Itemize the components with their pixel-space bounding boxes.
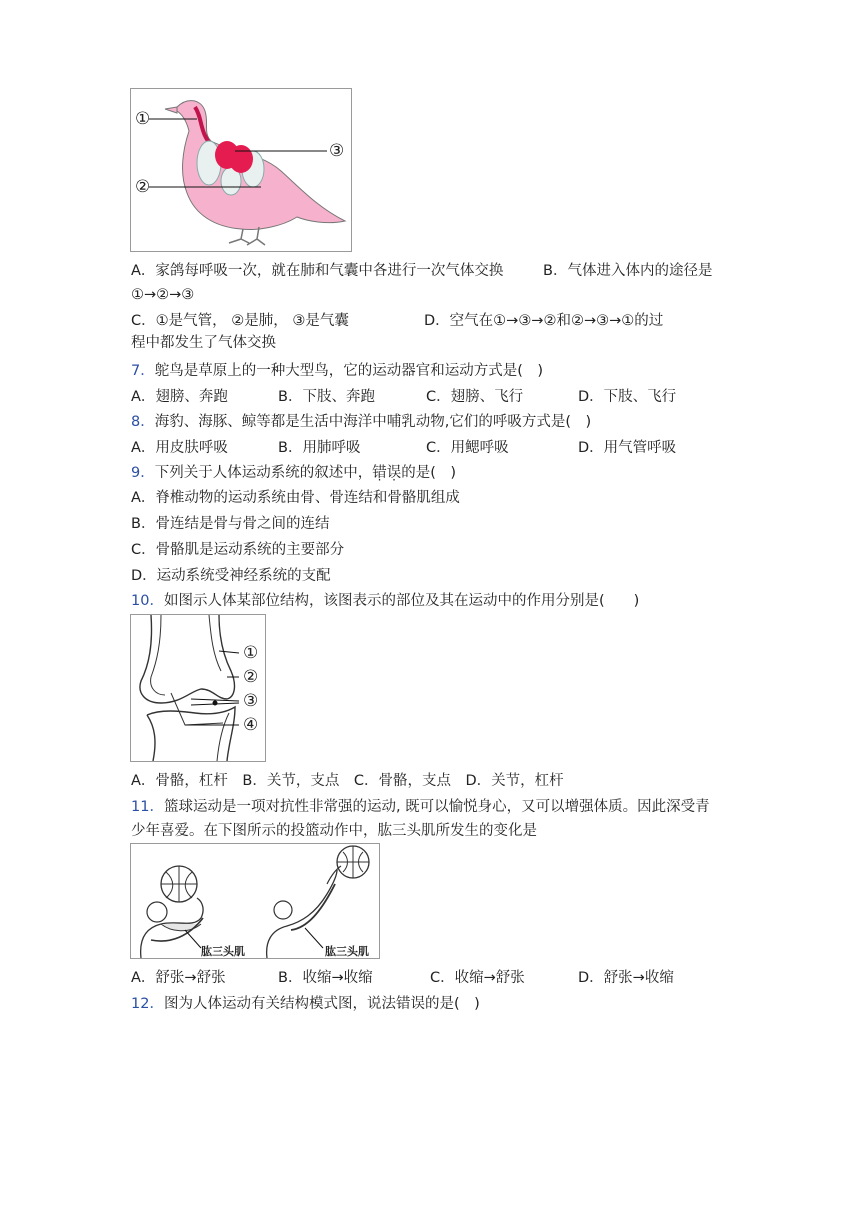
q9-option-c: C．骨骼肌是运动系统的主要部分 xyxy=(131,542,345,558)
pigeon-illustration xyxy=(131,89,351,251)
q6-option-b: B．气体进入体内的途径是 xyxy=(543,263,713,279)
q11-option-c: C．收缩→舒张 xyxy=(430,970,525,986)
question-9-emphasis-1: 错 xyxy=(372,465,387,481)
q6-option-a: A．家鸽每呼吸一次，就在肺和气囊中各进行一次气体交换 xyxy=(131,263,504,279)
q11-option-a: A．舒张→舒张 xyxy=(131,970,226,986)
question-10-text: 如图示人体某部位结构，该图表示的部位及其在运动中的作用分别是( ) xyxy=(163,593,640,609)
question-8-number: 8． xyxy=(131,414,155,430)
q6-option-d: D．空气在①→③→②和②→③→①的过 xyxy=(424,313,664,329)
joint-label-4: ④ xyxy=(243,715,259,735)
question-9-text-before: 下列关于人体运动系统的叙述中， xyxy=(154,465,373,481)
question-8-text: 海豹、海豚、鲸等都是生活中海洋中哺乳动物,它们的呼吸方式是( ) xyxy=(154,414,592,430)
q6-option-d-cont: 程中都发生了气体交换 xyxy=(131,335,276,351)
question-12-text: 图为人体运动有关结构模式图，说法错误的是( ) xyxy=(163,996,480,1012)
question-9-emphasis-2: 误 xyxy=(386,465,402,481)
q7-option-d: D．下肢、飞行 xyxy=(578,389,677,405)
q6-option-c: C．①是气管， ②是肺， ③是气囊 xyxy=(131,313,349,329)
triceps-label-right: 肱三头肌 xyxy=(325,945,369,958)
question-7-text: 鸵鸟是草原上的一种大型鸟，它的运动器官和运动方式是( ) xyxy=(154,363,544,379)
basketball-illustration xyxy=(131,844,379,958)
q8-option-b: B．用肺呼吸 xyxy=(278,440,361,456)
q9-option-d: D．运动系统受神经系统的支配 xyxy=(131,568,331,584)
question-10 xyxy=(131,591,639,611)
q9-option-a: A．脊椎动物的运动系统由骨、骨连结和骨骼肌组成 xyxy=(131,490,460,506)
q8-option-d: D．用气管呼吸 xyxy=(578,440,677,456)
question-8 xyxy=(131,412,591,432)
pigeon-label-2: ② xyxy=(135,177,151,197)
q6-option-b-cont: ①→②→③ xyxy=(131,287,195,303)
joint-label-3: ③ xyxy=(243,691,259,711)
joint-figure xyxy=(130,614,266,762)
q8-option-a: A．用皮肤呼吸 xyxy=(131,440,228,456)
question-7-number: 7． xyxy=(131,363,155,379)
triceps-label-left: 肱三头肌 xyxy=(201,945,245,958)
question-11-text-1: 篮球运动是一项对抗性非常强的运动, 既可以愉悦身心，又可以增强体质。因此深受青 xyxy=(163,799,710,815)
question-7 xyxy=(131,361,543,381)
question-9 xyxy=(131,463,456,483)
pigeon-label-3: ③ xyxy=(329,141,345,161)
q11-option-b: B．收缩→收缩 xyxy=(278,970,373,986)
q8-option-c: C．用鳃呼吸 xyxy=(426,440,509,456)
question-10-number: 10． xyxy=(131,593,164,609)
question-9-text-after: 的是( ) xyxy=(401,465,457,481)
question-12-number: 12． xyxy=(131,996,164,1012)
question-11-line-2: 少年喜爱。在下图所示的投篮动作中，肱三头肌所发生的变化是 xyxy=(131,823,537,839)
joint-illustration xyxy=(131,615,265,761)
q10-options: A．骨骼，杠杆 B．关节，支点 C．骨骼，支点 D．关节，杠杆 xyxy=(131,773,564,789)
question-12 xyxy=(131,994,480,1014)
question-9-number: 9． xyxy=(131,465,155,481)
pigeon-figure xyxy=(130,88,352,252)
basketball-figure xyxy=(130,843,380,959)
joint-label-2: ② xyxy=(243,667,259,687)
q11-option-d: D．舒张→收缩 xyxy=(578,970,674,986)
question-11-number: 11． xyxy=(131,799,164,815)
question-11-line-1 xyxy=(131,797,710,817)
joint-label-1: ① xyxy=(243,643,259,663)
q7-option-a: A．翅膀、奔跑 xyxy=(131,389,228,405)
pigeon-label-1: ① xyxy=(135,109,151,129)
q9-option-b: B．骨连结是骨与骨之间的连结 xyxy=(131,516,330,532)
q7-option-c: C．翅膀、飞行 xyxy=(426,389,524,405)
q7-option-b: B．下肢、奔跑 xyxy=(278,389,375,405)
